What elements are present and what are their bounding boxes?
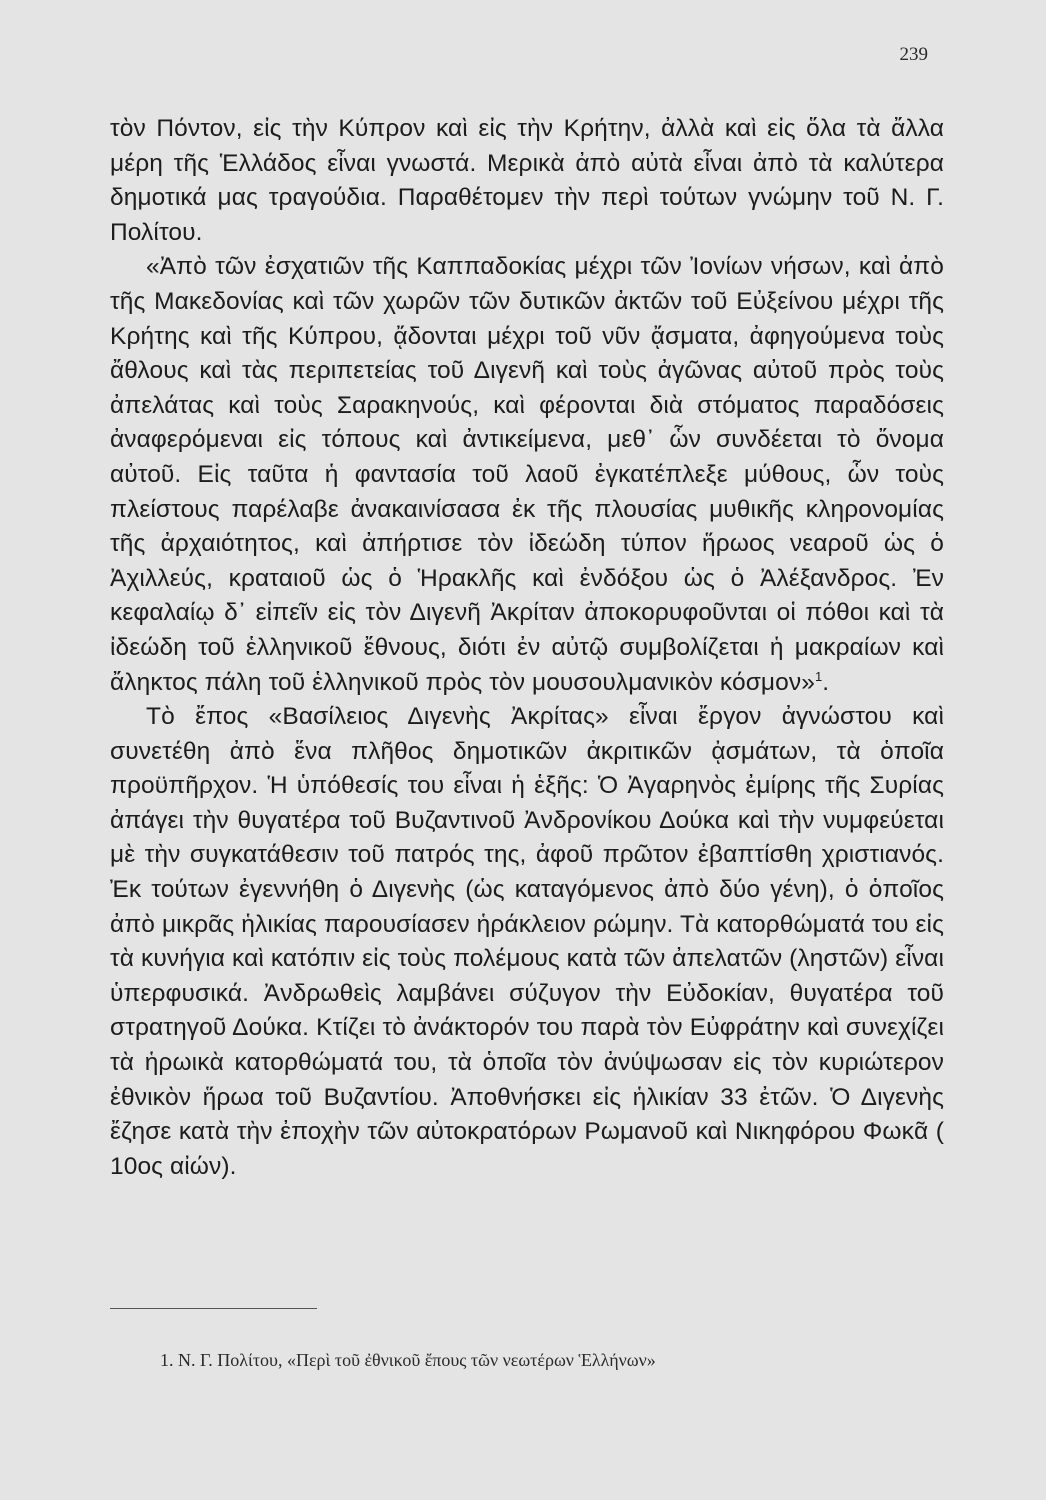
footnote-divider <box>110 1308 317 1309</box>
footnote: 1. Ν. Γ. Πολίτου, «Περὶ τοῦ ἐθνικοῦ ἔπους τῶν νεωτέρων Ἑλλήνων» <box>160 1350 656 1370</box>
body-text <box>110 112 944 1184</box>
page-number: 239 <box>899 44 928 65</box>
quote-text: «Ἀπὸ τῶν ἐσχατιῶν τῆς Καππαδοκίας μέχρι τῶν Ἰονίων νήσων, καὶ ἀπὸ τῆς Μακεδονίας καὶ τῶν χωρῶν τῶν δυτικῶν ἀκτῶν τοῦ Εὐξείνου μέχρι τῆς Κρήτης καὶ τῆς Κύπρου, ᾄδονται μέχρι τοῦ νῦν ᾄσματα, ἀφηγούμενα τοὺς ἄθλους καὶ τὰς περιπετείας τοῦ Διγενῆ καὶ τοὺς ἀγῶνας αὐτοῦ πρὸς τοὺς ἀπελάτας καὶ τοὺς Σαρακηνούς, καὶ φέρονται διὰ στόματος παραδόσεις ἀναφερόμεναι εἰς τόπους καὶ ἀντικείμενα, μεθ᾽ ὧν συνδέεται τὸ ὄνομα αὐτοῦ. Εἰς ταῦτα ἡ φαντασία τοῦ λαοῦ ἐγκατέπλεξε μύθους, ὧν τοὺς πλείστους παρέλαβε ἀνακαινίσασα ἐκ τῆς πλουσίας μυθικῆς κληρονομίας τῆς ἀρχαιότητος, καὶ ἀπήρτισε τὸν ἰδεώδη τύπον ἥρωος νεαροῦ ὡς ὁ Ἀχιλλεύς, κραταιοῦ ὡς ὁ Ἡρακλῆς καὶ ἐνδόξου ὡς ὁ Ἀλέξανδρος. Ἐν κεφαλαίῳ δ᾽ εἰπεῖν εἰς τὸν Διγενῆ Ἀκρίταν ἀποκορυφοῦνται οἱ πόθοι καὶ τὰ ἰδεώδη τοῦ ἑλληνικοῦ ἔθνους, διότι ἐν αὐτῷ συμβολίζεται ἡ μακραίων καὶ ἄληκτος πάλη τοῦ ἑλληνικοῦ πρὸς τὸν μουσουλμανικὸν κόσμον» <box>110 253 944 696</box>
footnote-reference: 1 <box>814 668 823 684</box>
paragraph-intro: τὸν Πόντον, εἰς τὴν Κύπρον καὶ εἰς τὴν Κρήτην, ἀλλὰ καὶ εἰς ὅλα τὰ ἄλλα μέρη τῆς Ἑλλάδος εἶναι γνωστά. Μερικὰ ἀπὸ αὐτὰ εἶναι ἀπὸ τὰ καλύτερα δημοτικά μας τραγούδια. Παραθέτομεν τὴν περὶ τούτων γνώμην τοῦ Ν. Γ. Πολίτου. <box>110 115 944 246</box>
paragraph-epic-summary: Τὸ ἔπος «Βασίλειος Διγενὴς Ἀκρίτας» εἶναι ἔργον ἀγνώστου καὶ συνετέθη ἀπὸ ἕνα πλῆθος δημοτικῶν ἀκριτικῶν ᾀσμάτων, τὰ ὁποῖα προϋπῆρχον. Ἡ ὑπόθεσίς του εἶναι ἡ ἑξῆς: Ὁ Ἀγαρηνὸς ἐμίρης τῆς Συρίας ἀπάγει τὴν θυγατέρα τοῦ Βυζαντινοῦ Ἀνδρονίκου Δούκα καὶ τὴν νυμφεύεται μὲ τὴν συγκατάθεσιν τοῦ πατρός της, ἀφοῦ πρῶτον ἐβαπτίσθη χριστιανός. Ἐκ τούτων ἐγεννήθη ὁ Διγενὴς (ὡς καταγόμενος ἀπὸ δύο γένη), ὁ ὁποῖος ἀπὸ μικρᾶς ἡλικίας παρουσίασεν ἡράκλειον ρώμην. Τὰ κατορθώματά του εἰς τὰ κυνήγια καὶ κατόπιν εἰς τοὺς πολέμους κατὰ τῶν ἀπελατῶν (ληστῶν) εἶναι ὑπερφυσικά. Ἀνδρωθεὶς λαμβάνει σύζυγον τὴν Εὐδοκίαν, θυγατέρα τοῦ στρατηγοῦ Δούκα. Κτίζει τὸ ἀνάκτορόν του παρὰ τὸν Εὐφράτην καὶ συνεχίζει τὰ ἡρωικὰ κατορθώματά του, τὰ ὁποῖα τὸν ἀνύψωσαν εἰς τὸν κυριώτερον ἐθνικὸν ἥρωα τοῦ Βυζαντίου. Ἀποθνήσκει εἰς ἡλικίαν 33 ἐτῶν. Ὁ Διγενὴς ἔζησε κατὰ τὴν ἐποχὴν τῶν αὐτοκρατόρων Ρωμανοῦ καὶ Νικηφόρου Φωκᾶ ( 10ος αἰών). <box>110 703 944 1180</box>
paragraph-quote: «Ἀπὸ τῶν ἐσχατιῶν τῆς Καππαδοκίας μέχρι τῶν Ἰονίων νήσων, καὶ ἀπὸ τῆς Μακεδονίας καὶ τῶν χωρῶν τῶν δυτικῶν ἀκτῶν τοῦ Εὐξείνου μέχρι τῆς Κρήτης καὶ τῆς Κύπρου, ᾄδονται μέχρι τοῦ νῦν ᾄσματα, ἀφηγούμενα τοὺς ἄθλους καὶ τὰς περιπετείας τοῦ Διγενῆ καὶ τοὺς ἀγῶνας αὐτοῦ πρὸς τοὺς ἀπελάτας καὶ τοὺς Σαρακηνούς, καὶ φέρονται διὰ στόματος παραδόσεις ἀναφερόμεναι εἰς τόπους καὶ ἀντικείμενα, μεθ᾽ ὧν συνδέεται τὸ ὄνομα αὐτοῦ. Εἰς ταῦτα ἡ φαντασία τοῦ λαοῦ ἐγκατέπλεξε μύθους, ὧν τοὺς πλείστους παρέλαβε ἀνακαινίσασα ἐκ τῆς πλουσίας μυθικῆς κληρονομίας τῆς ἀρχαιότητος, καὶ ἀπήρτισε τὸν ἰδεώδη τύπον ἥρωος νεαροῦ ὡς ὁ Ἀχιλλεύς, κραταιοῦ ὡς ὁ Ἡρακλῆς καὶ ἐνδόξου ὡς ὁ Ἀλέξανδρος. Ἐν κεφαλαίῳ δ᾽ εἰπεῖν εἰς τὸν Διγενῆ Ἀκρίταν ἀποκορυφοῦνται οἱ πόθοι καὶ τὰ ἰδεώδη τοῦ ἑλληνικοῦ ἔθνους, διότι ἐν αὐτῷ συμβολίζεται ἡ μακραίων καὶ ἄληκτος πάλη τοῦ ἑλληνικοῦ πρὸς τὸν μουσουλμανικὸν κόσμον»$^1$. <box>110 253 944 696</box>
